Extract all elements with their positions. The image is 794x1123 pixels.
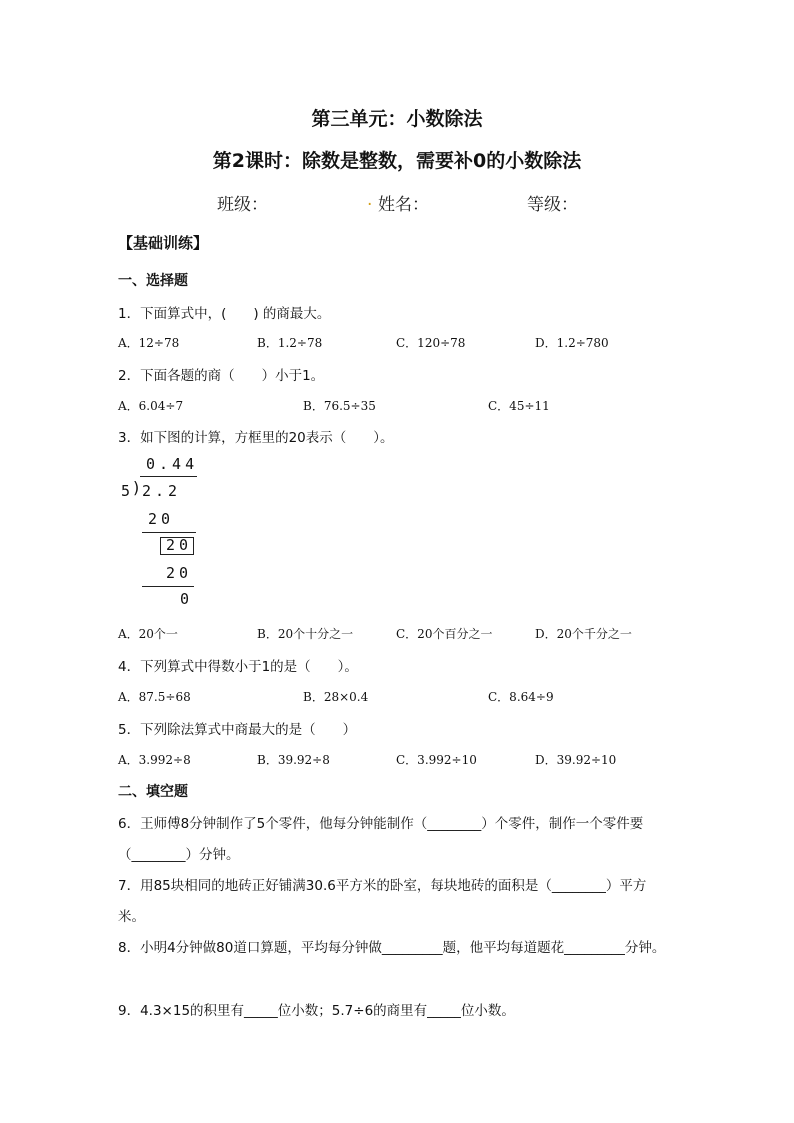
question-7-line-1: 7．用85块相同的地砖正好铺满30.6平方米的卧室，每块地砖的面积是（________）平方 — [118, 878, 647, 894]
division-dividend: 2.2 — [142, 482, 182, 500]
q5-option-a: A．3.992÷8 — [118, 753, 191, 767]
q5-option-d: D．39.92÷10 — [535, 753, 617, 767]
part2-heading: 二、填空题 — [118, 784, 188, 800]
q1-option-a: A．12÷78 — [118, 336, 180, 350]
division-line-1 — [142, 532, 196, 533]
section-heading: 【基础训练】 — [118, 234, 209, 252]
division-line-2 — [142, 586, 194, 587]
part1-heading: 一、选择题 — [118, 273, 188, 289]
division-bar — [140, 476, 197, 477]
class-label: 班级： — [217, 195, 268, 215]
division-row1: 20 — [148, 510, 175, 528]
q5-option-c: C．3.992÷10 — [396, 753, 477, 767]
page-subtitle: 第2课时：除数是整数，需要补0的小数除法 — [212, 150, 582, 172]
decorative-dot: . — [367, 190, 373, 210]
q1-option-d: D．1.2÷780 — [535, 336, 609, 350]
q3-option-a: A．20个一 — [118, 627, 178, 641]
q3-option-b: B．20个十分之一 — [257, 627, 354, 641]
page-title: 第三单元：小数除法 — [311, 108, 483, 130]
division-divisor: 5 — [121, 482, 135, 500]
q5-option-b: B．39.92÷8 — [257, 753, 330, 767]
q2-option-c: C．45÷11 — [488, 399, 550, 413]
q1-option-b: B．1.2÷78 — [257, 336, 323, 350]
question-6-line-1: 6．王师傅8分钟制作了5个零件，他每分钟能制作（________）个零件，制作一个零件要 — [118, 816, 644, 832]
division-row3: 20 — [166, 564, 193, 582]
q3-option-d: D．20个千分之一 — [535, 627, 632, 641]
question-8: 8．小明4分钟做80道口算题，平均每分钟做_________题，他平均每道题花_________分钟。 — [118, 940, 666, 956]
question-7-line-2: 米。 — [118, 909, 145, 925]
long-division-figure — [116, 452, 206, 612]
q2-option-b: B．76.5÷35 — [303, 399, 376, 413]
division-remainder: 0 — [180, 590, 194, 608]
question-4: 4．下列算式中得数小于1的是（ ）。 — [118, 659, 358, 675]
q2-option-a: A．6.04÷7 — [118, 399, 184, 413]
q1-option-c: C．120÷78 — [396, 336, 466, 350]
name-label: 姓名： — [378, 195, 429, 215]
grade-label: 等级： — [527, 195, 578, 215]
question-3: 3．如下图的计算，方框里的20表示（ ）。 — [118, 430, 394, 446]
q4-option-c: C．8.64÷9 — [488, 690, 554, 704]
q4-option-b: B．28×0.4 — [303, 690, 369, 704]
division-boxed-value: 20 — [166, 536, 193, 554]
question-5: 5．下列除法算式中商最大的是（ ） — [118, 722, 357, 738]
question-9: 9．4.3×15的积里有_____位小数；5.7÷6的商里有_____位小数。 — [118, 1003, 515, 1019]
q3-option-c: C．20个百分之一 — [396, 627, 493, 641]
question-1: 1．下面算式中，( ) 的商最大。 — [118, 306, 331, 322]
question-2: 2．下面各题的商（ ）小于1。 — [118, 368, 325, 384]
question-6-line-2: （________）分钟。 — [118, 847, 240, 863]
q4-option-a: A．87.5÷68 — [118, 690, 191, 704]
division-bracket: ) — [133, 478, 140, 497]
division-quotient: 0.44 — [146, 455, 199, 473]
